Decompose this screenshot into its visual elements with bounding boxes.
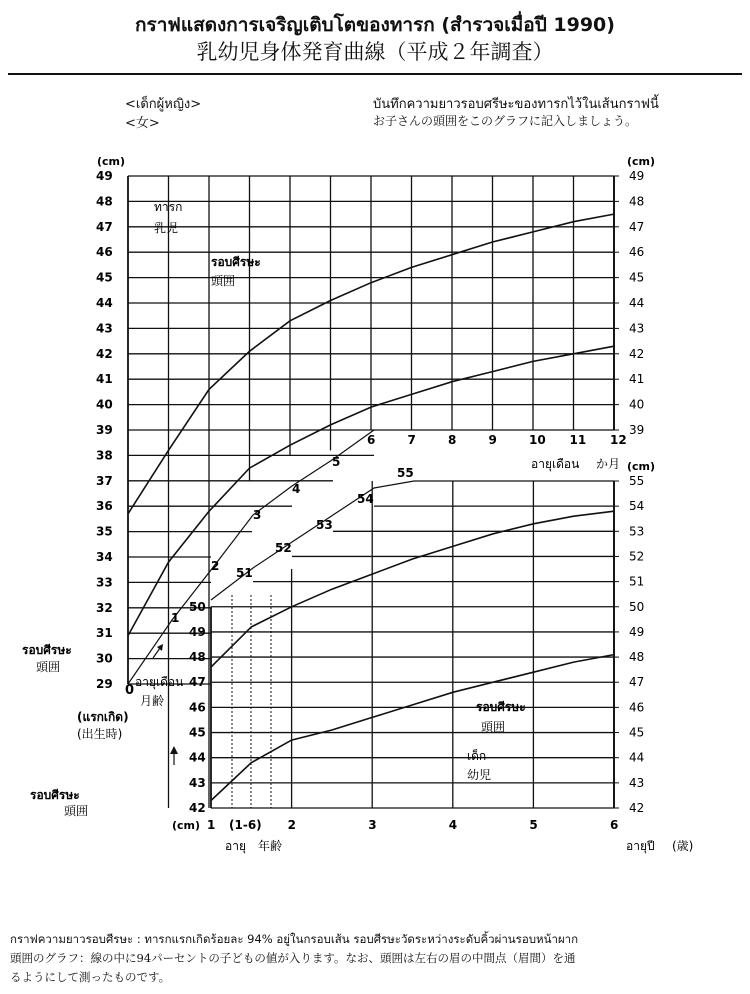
- y-tick-label-left: 41: [96, 372, 113, 387]
- unit-label-top-left: (cm): [97, 155, 126, 168]
- title-japanese: 乳幼児身体発育曲線（平成２年調査）: [196, 40, 554, 64]
- y-tick-label-child-right: 51: [629, 574, 645, 589]
- birth-arrow: [170, 746, 178, 765]
- y-tick-label-child-right: 50: [629, 599, 645, 614]
- y-tick-label-left: 30: [96, 651, 113, 666]
- x-tick-label-year: 2: [287, 818, 296, 832]
- y-tick-label-right: 46: [629, 245, 645, 260]
- unit-label-top-right: (cm): [627, 155, 656, 168]
- child-label-thai: เด็ก: [467, 749, 487, 763]
- age-label-jp: 年齢: [258, 839, 283, 853]
- y-tick-label-left: 31: [96, 626, 113, 641]
- x-tick-label-year: 6: [610, 818, 619, 832]
- y-tick-label-left: 33: [96, 575, 113, 590]
- y-tick-label-child-right: 44: [629, 750, 645, 765]
- y-tick-label-child-right: 48: [629, 650, 645, 665]
- y-tick-label-child-left: 44: [189, 750, 206, 765]
- age-months-label: 53: [316, 518, 333, 532]
- y-tick-label-left: 49: [96, 169, 113, 183]
- y-tick-label-right: 44: [629, 296, 645, 310]
- child-label-jp: 幼児: [467, 768, 492, 782]
- age-month-label-thai: อายุเดือน: [135, 675, 184, 689]
- y-tick-label-left: 34: [96, 550, 113, 564]
- unit-label-mid-right: (cm): [627, 460, 656, 473]
- birth-label-thai: (แรกเกิด): [77, 710, 129, 724]
- hc-label-infant-jp: 頭囲: [211, 274, 236, 288]
- footer-line-thai: กราฟความยาวรอบศีรษะ : ทารกแรกเกิดร้อยละ 94% อยู่ในกรอบเส้น รอบศีรษะวัดระหว่างระดับคิ้วผ่านรอบหน้าผาก: [10, 932, 579, 946]
- y-tick-label-right: 43: [629, 321, 645, 336]
- y-tick-label-child-left: 42: [189, 801, 206, 815]
- hc-axis-label-jp: 頭囲: [36, 660, 61, 674]
- birth-label-jp: (出生時): [77, 727, 123, 741]
- y-tick-label-right: 47: [629, 219, 645, 234]
- x-tick-label-month: 10: [529, 433, 546, 448]
- y-tick-label-left: 45: [96, 270, 113, 285]
- x-tick-label-month: 8: [448, 433, 457, 448]
- age-months-label: 51: [236, 566, 253, 580]
- y-tick-label-child-left: 50: [189, 599, 206, 614]
- infant-label-thai: ทารก: [154, 200, 183, 214]
- y-tick-label-child-left: 48: [189, 650, 206, 665]
- hc-axis-label-child-jp: 頭囲: [64, 804, 89, 818]
- x-tick-label-year: 3: [368, 818, 377, 832]
- age-month-axis-jp: か月: [596, 457, 621, 471]
- hc-label-infant-thai: รอบศีรษะ: [211, 255, 261, 269]
- girl-label-thai: <เด็กผู้หญิง>: [125, 97, 202, 112]
- y-tick-label-child-right: 52: [629, 549, 645, 564]
- x-tick-label-month: 12: [610, 433, 627, 448]
- y-tick-label-left: 48: [96, 194, 113, 209]
- y-tick-label-child-right: 49: [629, 624, 645, 639]
- age-months-label: 52: [275, 541, 292, 555]
- y-tick-label-right: 39: [629, 423, 645, 437]
- y-tick-label-right: 40: [629, 397, 645, 412]
- y-tick-label-child-right: 46: [629, 700, 645, 715]
- y-tick-label-child-right: 55: [629, 474, 645, 488]
- y-tick-label-left: 44: [96, 296, 113, 310]
- y-tick-label-child-left: 45: [189, 725, 206, 740]
- extra-tick-1-6: (1-6): [229, 818, 262, 832]
- y-tick-label-right: 42: [629, 346, 645, 361]
- hc-axis-label-thai: รอบศีรษะ: [22, 643, 72, 657]
- y-tick-label-child-right: 54: [629, 499, 645, 514]
- y-tick-label-right: 45: [629, 270, 645, 285]
- instruction-thai: บันทึกความยาวรอบศรีษะของทารกไว้ในเส้นกราฟนี้: [373, 97, 659, 112]
- month-zero-label: 0: [125, 683, 135, 698]
- y-tick-label-left: 47: [96, 219, 113, 234]
- y-tick-label-child-left: 43: [189, 775, 206, 790]
- footer-note: [10, 930, 740, 987]
- y-tick-label-left: 32: [96, 600, 113, 615]
- hc-label-child-jp: 頭囲: [481, 720, 506, 734]
- y-tick-label-right: 48: [629, 194, 645, 209]
- y-tick-label-child-right: 42: [629, 801, 645, 815]
- x-tick-label-month: 1: [171, 611, 180, 625]
- age-months-label: 54: [357, 492, 374, 506]
- y-tick-label-left: 29: [96, 677, 113, 691]
- x-tick-label-year: 1: [207, 818, 216, 832]
- x-tick-label-month: 11: [569, 433, 587, 448]
- age-month-axis-thai: อายุเดือน: [531, 457, 580, 471]
- x-tick-label-month: 2: [211, 559, 220, 573]
- y-tick-label-child-left: 46: [189, 700, 206, 715]
- x-tick-label-month: 3: [253, 508, 262, 522]
- x-tick-label-month: 9: [488, 433, 497, 448]
- y-tick-label-left: 36: [96, 499, 113, 514]
- y-tick-label-left: 42: [96, 346, 113, 361]
- age-month-label-jp: 月齢: [140, 694, 165, 708]
- instruction-jp: お子さんの頭囲をこのグラフに記入しましょう。: [373, 114, 638, 128]
- footer-line-jp-2: るようにして測ったものです。: [10, 970, 171, 984]
- title-thai: กราฟแสดงการเจริญเติบโตของทารก (สำรวจเมื่อปี 1990): [135, 14, 615, 36]
- age-year-axis-thai: อายุปี: [626, 839, 655, 853]
- y-tick-label-child-right: 47: [629, 675, 645, 690]
- infant-label-jp: 乳児: [154, 221, 179, 235]
- y-tick-label-right: 49: [629, 169, 645, 183]
- y-tick-label-child-right: 45: [629, 725, 645, 740]
- y-tick-label-left: 38: [96, 448, 113, 463]
- x-tick-label-year: 4: [448, 818, 458, 832]
- x-tick-label-month: 4: [292, 482, 301, 496]
- y-tick-label-left: 35: [96, 524, 113, 539]
- age-months-label: 55: [397, 466, 414, 480]
- footer-line-jp-1: 頭囲のグラフ：線の中に94パーセントの子どもの値が入ります。なお、頭囲は左右の眉の中間点（眉間）を通: [10, 951, 576, 965]
- y-tick-label-left: 37: [96, 473, 113, 488]
- y-tick-label-left: 40: [96, 397, 113, 412]
- y-tick-label-child-right: 43: [629, 775, 645, 790]
- age-year-axis-jp: (歳): [672, 839, 694, 853]
- x-tick-label-year: 5: [529, 818, 538, 832]
- hc-label-child-thai: รอบศีรษะ: [476, 700, 526, 714]
- y-tick-label-left: 46: [96, 245, 113, 260]
- y-tick-label-left: 39: [96, 423, 113, 437]
- girl-label-jp: <女>: [125, 116, 160, 131]
- x-tick-label-month: 6: [367, 433, 376, 448]
- y-tick-label-right: 41: [629, 372, 645, 387]
- y-tick-label-left: 43: [96, 321, 113, 336]
- y-tick-label-child-left: 47: [189, 675, 206, 690]
- y-tick-label-child-right: 53: [629, 524, 645, 539]
- hc-axis-label-child-thai: รอบศีรษะ: [30, 788, 80, 802]
- x-tick-label-month: 7: [407, 433, 416, 448]
- unit-label-bottom-left: (cm): [172, 819, 201, 832]
- y-tick-label-child-left: 49: [189, 624, 206, 639]
- x-tick-label-month: 5: [332, 455, 341, 469]
- age-label-thai: อายุ: [225, 839, 246, 853]
